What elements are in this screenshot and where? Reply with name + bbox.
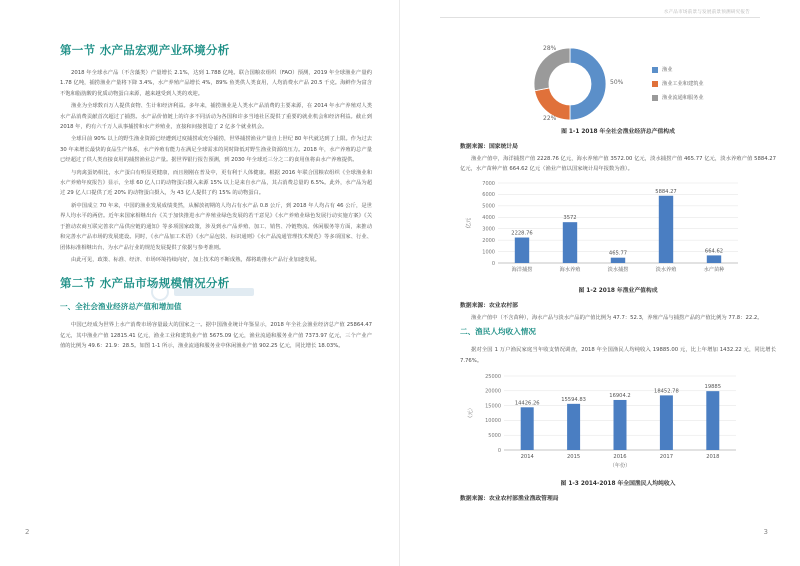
y-tick-label: 2000 — [482, 237, 495, 244]
legend-item — [652, 80, 704, 87]
x-tick-label: 2017 — [659, 454, 674, 461]
bar-value-label: 465.77 — [608, 250, 628, 257]
figure-3-caption: 图 1-3 2014-2018 年全国渔民人均纯收入 — [560, 481, 676, 488]
donut-value-label: 50% — [610, 79, 624, 86]
bar — [660, 395, 673, 450]
y-tick-label: 10000 — [485, 418, 501, 425]
subsection-title: 二、渔民人均收入情况 — [460, 327, 536, 337]
bar-value-label: 664.62 — [704, 248, 724, 255]
legend-label: 渔业 — [662, 67, 673, 73]
legend-swatch — [652, 81, 658, 87]
paragraph: 与肉禽蛋奶相比，水产蛋白有明显更健康，而且刚刚在普及中，更有利于人体健康。根据 2016 年联合国粮农组织《全球渔业和水产养殖年度报告》显示，全球 60 亿人口的动物蛋白摄入来源 15% 以上是来自水产品，其占消费总量的 6.5%。此外，水产品为超过 29 亿人口提供了近 20% 的动物蛋白摄入，为 43 亿人提供了约 15% 的动物蛋白。 — [60, 169, 372, 197]
x-tick-label: 2018 — [706, 454, 720, 461]
paragraph: 由此可见，政策、标准、经济、市场环境持续向好，加上技术的不断成熟，都将助推水产品行业加速发展。 — [71, 256, 320, 263]
bar-chart-fisher-income — [460, 368, 776, 472]
subsection-title: 一、全社会渔业经济总产值和增加值 — [60, 302, 182, 312]
watermark-logo — [150, 280, 260, 304]
page-number-right: 3 — [763, 528, 768, 536]
x-tick-label: 2016 — [613, 454, 627, 461]
y-tick-label: 0 — [497, 447, 501, 454]
legend-swatch — [652, 67, 658, 73]
paragraph: 全球目前 90% 以上的野生渔业资源已经遭到过度捕捞或充分捕捞，世界捕捞渔业产量自上世纪 80 年代就达到了上限。作为过去 30 年来增长最快的食品生产体系，水产养殖有能力在满足全球需求的同时降低对野生渔业资源的压力。2018 年，水产养殖的总产量已经超过了供人类直接食用的捕捞渔业总产量。据世界银行报告预测，到 2030 年全球近三分之二的食用鱼将由水产养殖提供。 — [60, 136, 372, 164]
paragraph: 渔业产值中，海洋捕捞产值 2228.76 亿元，海水养殖产值 3572.00 亿元，淡水捕捞产值 465.77 亿元，淡水养殖产值 5884.27 亿元，水产苗种产值 664.62 亿元（渔业产值以国家统计局年报数为准）。 — [460, 156, 776, 173]
paragraph: 渔业产值中（不含苗种），海水产品与淡水产品的产值比例为 47.7：52.3，养殖产品与捕捞产品的产值比例为 77.8：22.2。 — [471, 314, 763, 321]
y-tick-label: 25000 — [485, 373, 501, 380]
legend-swatch — [652, 95, 658, 101]
y-tick-label: 0 — [491, 260, 495, 267]
bar — [614, 400, 627, 450]
donut-chart — [460, 44, 640, 124]
bar-chart-fishery-output — [460, 177, 776, 279]
donut-legend — [652, 66, 704, 108]
bar-value-label: 19885 — [704, 384, 722, 391]
x-tick-label: 水产苗种 — [703, 266, 725, 273]
right-column — [460, 44, 776, 506]
bar — [563, 222, 577, 263]
bar-value-label: 16904.2 — [609, 392, 631, 399]
y-tick-label: 5000 — [488, 433, 501, 440]
section-2-title: 第二节 水产品市场规模情况分析 — [60, 276, 230, 291]
bar — [707, 255, 721, 263]
left-column — [60, 42, 372, 354]
bar-value-label: 15594.83 — [561, 396, 586, 403]
donut-slice — [534, 48, 570, 91]
x-axis-label: （年份） — [609, 463, 631, 470]
x-tick-label: 2015 — [566, 454, 581, 461]
bar — [515, 237, 529, 262]
x-tick-label: 海水养殖 — [559, 266, 581, 273]
y-axis-label: （元） — [468, 405, 474, 421]
bar-value-label: 5884.27 — [655, 188, 677, 195]
paragraph: 新中国成立 70 年来，中国的渔业发展成绩斐然，从解放初期的人均占有水产品 0.8 公斤，到 2018 年人均占有 46 公斤，是世界人均水平的两倍。近年来国家相继出台《关于加快推进水产养殖业绿色发展的若干意见》《水产养殖业绿色发展行动实施方案》《关于推动农商互联完善农产品供应链的通知》等多项国家政策，涉及到水产品养殖、加工、销售、冷链物流、休闲服务等方面，来推动和完善水产品市场的发展建设。同时，《水产品加工术语》《水产品包装、标识通则》《水产品流通管理技术规范》等多项国家、行业、团体标准相继出台，为水产品行业的规范发展提供了依据与参考准则。 — [60, 202, 372, 251]
donut-slice — [570, 48, 606, 120]
bar-value-label: 18452.78 — [654, 388, 679, 395]
bar — [567, 404, 580, 450]
y-tick-label: 15000 — [485, 403, 501, 410]
donut-value-label: 28% — [543, 45, 557, 52]
bar — [706, 391, 719, 450]
legend-item — [652, 66, 704, 73]
y-tick-label: 3000 — [482, 226, 495, 233]
bar-value-label: 14426.26 — [514, 400, 540, 407]
figure-3-source: 数据来源：农业农村部渔业渔政管理局 — [460, 496, 559, 503]
figure-1-source: 数据来源：国家统计局 — [460, 144, 518, 150]
legend-item — [652, 94, 704, 101]
paragraph: 据对全国 1 万户渔民家庭当年收支情况调查，2018 年全国渔民人均纯收入 19885.00 元，比上年增加 1432.22 元，同比增长 7.76%。 — [460, 347, 776, 364]
bar — [521, 407, 534, 450]
paragraph: 渔业为全球数百万人提供食物、生计和经济利益。多年来，捕捞渔业是人类水产品消费的主要来源，在 2014 年水产养殖对人类水产品消费贡献首次超过了捕捞。水产品价值链上的许多不同活动为各国和许多当地社区提供了重要的就业机会和经济利益。截止到 2018 年，约有六千万人从事捕捞和水产养殖业，直接和间接创造了 2 亿多个就业机会。 — [60, 103, 372, 131]
paragraph: 中国已经成为世界上水产消费市场容量最大的国家之一。据中国渔业统计年鉴显示，2018 年全社会渔业经济总产值 25864.47 亿元，其中渔业产值 12815.41 亿元，渔业工业和建筑业产值 5675.09 亿元，渔业流通和服务业产值 7373.97 亿元，三个产业产值的比例为 49.6：21.9：28.5。如图 1-1 所示，渔业流通和服务业中休闲渔业产值 902.25 亿元，同比增长 18.03%。 — [60, 322, 372, 350]
donut-chart-block — [460, 44, 776, 124]
y-tick-label: 20000 — [485, 388, 501, 395]
bar — [659, 196, 673, 263]
y-axis-label: 亿元 — [466, 217, 472, 229]
legend-label: 渔业工业和建筑业 — [662, 81, 704, 87]
header-rule — [440, 17, 760, 18]
x-tick-label: 海洋捕捞 — [511, 266, 533, 273]
bar-value-label: 2228.76 — [511, 230, 533, 237]
x-tick-label: 淡水养殖 — [655, 266, 677, 273]
paragraph: 2018 年全球水产品（不含藻类）产量增长 2.1%，达到 1.788 亿吨。联合国粮农组织（FAO）预测，2019 年全球渔业产量约 1.78 亿吨，捕捞渔业产量将下降 3.4%，水产养殖产品增长 4%，89% 鱼类供人类食用，人均消费水产品 20.5 千克。海鲜作为富含不饱和脂肪酸的优质动物蛋白来源，越来越受到人类的欢迎。 — [60, 70, 372, 97]
running-head: 水产品市场前景与发展前景预测研究报告 — [663, 10, 750, 15]
x-tick-label: 2014 — [520, 454, 534, 461]
donut-value-label: 22% — [543, 115, 557, 122]
figure-1-caption: 图 1-1 2018 年全社会渔业经济总产值构成 — [561, 129, 675, 135]
section-1-title: 第一节 水产品宏观产业环境分析 — [60, 43, 230, 57]
figure-2-caption: 图 1-2 2018 年渔业产值构成 — [578, 287, 658, 294]
y-tick-label: 1000 — [482, 249, 495, 256]
y-tick-label: 5000 — [482, 203, 495, 210]
y-tick-label: 6000 — [482, 192, 495, 199]
page-number-left: 2 — [25, 528, 30, 536]
y-tick-label: 4000 — [482, 214, 495, 221]
bar — [611, 257, 625, 262]
figure-2-source: 数据来源：农业农村部 — [460, 302, 518, 309]
legend-label: 渔业流通和服务业 — [662, 95, 704, 101]
bar-value-label: 3572 — [563, 214, 577, 221]
x-tick-label: 淡水捕捞 — [607, 266, 629, 273]
y-tick-label: 7000 — [482, 180, 495, 187]
